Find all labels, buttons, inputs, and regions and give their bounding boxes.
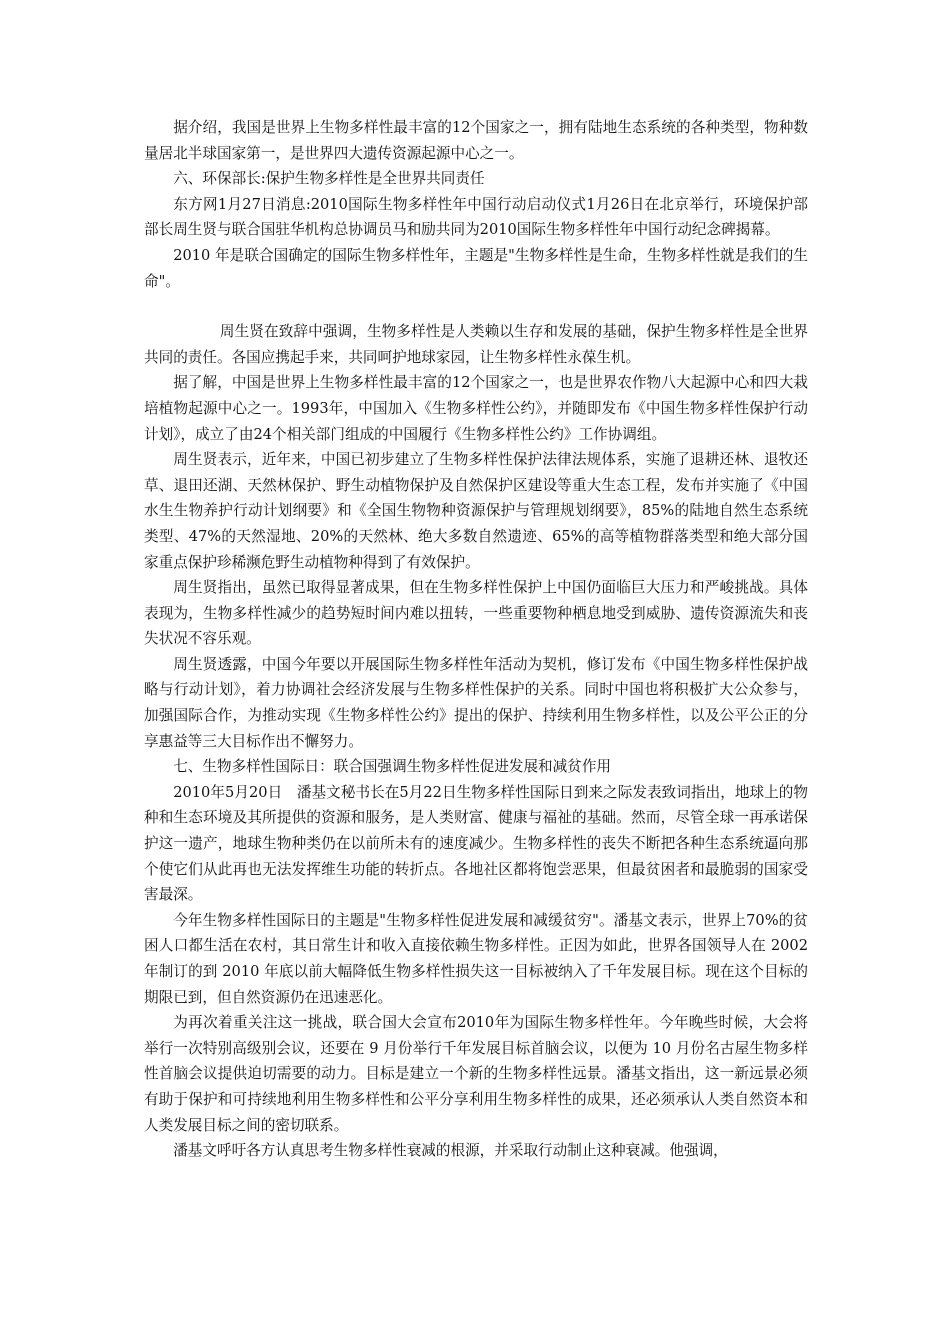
paragraph-china-background: 据了解，中国是世界上生物多样性最丰富的12个国家之一，也是世界农作物八大起源中心和四大栽培植物起源中心之一。1993年，中国加入《生物多样性公约》，并随即发布《中国生物多样性保护行动计划》，成立了由24个相关部门组成的中国履行《生物多样性公约》工作协调组。	[144, 374, 808, 443]
section-heading-6: 六、环保部长:保护生物多样性是全世界共同责任	[173, 170, 485, 188]
paragraph-news-lead: 东方网1月27日消息:2010国际生物多样性年中国行动启动仪式1月26日在北京举行，环境保护部部长周生贤与联合国驻华机构总协调员马和励共同为2010国际生物多样性年中国行动纪念碑揭幕。	[144, 195, 808, 239]
paragraph-intro: 据介绍，我国是世界上生物多样性最丰富的12个国家之一，拥有陆地生态系统的各种类型，物种数量居北半球国家第一，是世界四大遗传资源起源中心之一。	[144, 119, 808, 162]
paragraph-speech: 周生贤在致辞中强调，生物多样性是人类赖以生存和发展的基础，保护生物多样性是全世界共同的责任。各国应携起手来，共同呵护地球家园，让生物多样性永葆生机。	[144, 323, 808, 366]
section-heading-7: 七、生物多样性国际日：联合国强调生物多样性促进发展和减贫作用	[173, 758, 612, 776]
paragraph-theme: 2010 年是联合国确定的国际生物多样性年，主题是"生物多样性是生命，生物多样性就是我们的生命"。	[144, 246, 808, 290]
paragraph-un-year: 为再次着重关注这一挑战，联合国大会宣布2010年为国际生物多样性年。今年晚些时候，大会将举行一次特别高级别会议，还要在 9 月份举行千年发展目标首脑会议，以便为 10 月份名古屋生物多样性首脑会议提供迫切需要的动力。目标是建立一个新的生物多样性远景。潘基文指出，这一新远景必须有助于保护和可持续地利用生物多样性和公平分享利用生物多样性的成果，还必须承认人类自然资本和人类发展目标之间的密切联系。	[144, 1014, 808, 1134]
paragraph-call-to-action: 潘基文呼吁各方认真思考生物多样性衰减的根源，并采取行动制止这种衰减。他强调，	[173, 1142, 728, 1160]
document-body	[144, 115, 808, 1164]
paragraph-challenges: 周生贤指出，虽然已取得显著成果，但在生物多样性保护上中国仍面临巨大压力和严峻挑战。具体表现为，生物多样性减少的趋势短时间内难以扭转，一些重要物种栖息地受到威胁、遗传资源流失和丧失状况不容乐观。	[144, 579, 808, 648]
paragraph-plans: 周生贤透露，中国今年要以开展国际生物多样性年活动为契机，修订发布《中国生物多样性保护战略与行动计划》，着力协调社会经济发展与生物多样性保护的关系。同时中国也将积极扩大公众参与，加强国际合作，为推动实现《生物多样性公约》提出的保护、持续利用生物多样性，以及公平公正的分享惠益等三大目标作出不懈努力。	[144, 655, 808, 750]
paragraph-un-statement: 2010年5月20日 潘基文秘书长在5月22日生物多样性国际日到来之际发表致词指出，地球上的物种和生态环境及其所提供的资源和服务，是人类财富、健康与福祉的基础。然而，尽管全球一再承诺保护这一遗产，地球生物种类仍在以前所未有的速度减少。生物多样性的丧失不断把各种生态系统逼向那个使它们从此再也无法发挥维生功能的转折点。各地社区都将饱尝恶果，但最贫困者和最脆弱的国家受害最深。	[144, 783, 808, 904]
paragraph-day-theme: 今年生物多样性国际日的主题是"生物多样性促进发展和减缓贫穷"。潘基文表示，世界上70%的贫困人口都生活在农村，其日常生计和收入直接依赖生物多样性。正因为如此，世界各国领导人在 2002 年制订的到 2010 年底以前大幅降低生物多样性损失这一目标被纳入了千年发展目标。现在这个目标的期限已到，但自然资源仍在迅速恶化。	[144, 911, 808, 1006]
paragraph-achievements: 周生贤表示，近年来，中国已初步建立了生物多样性保护法律法规体系，实施了退耕还林、退牧还草、退田还湖、天然林保护、野生动植物保护及自然保护区建设等重大生态工程，发布并实施了《中国水生生物养护行动计划纲要》和《全国生物物种资源保护与管理规划纲要》，85%的陆地自然生态系统类型、47%的天然湿地、20%的天然林、绝大多数自然遗迹、65%的高等植物群落类型和绝大部分国家重点保护珍稀濒危野生动植物种得到了有效保护。	[144, 451, 808, 571]
